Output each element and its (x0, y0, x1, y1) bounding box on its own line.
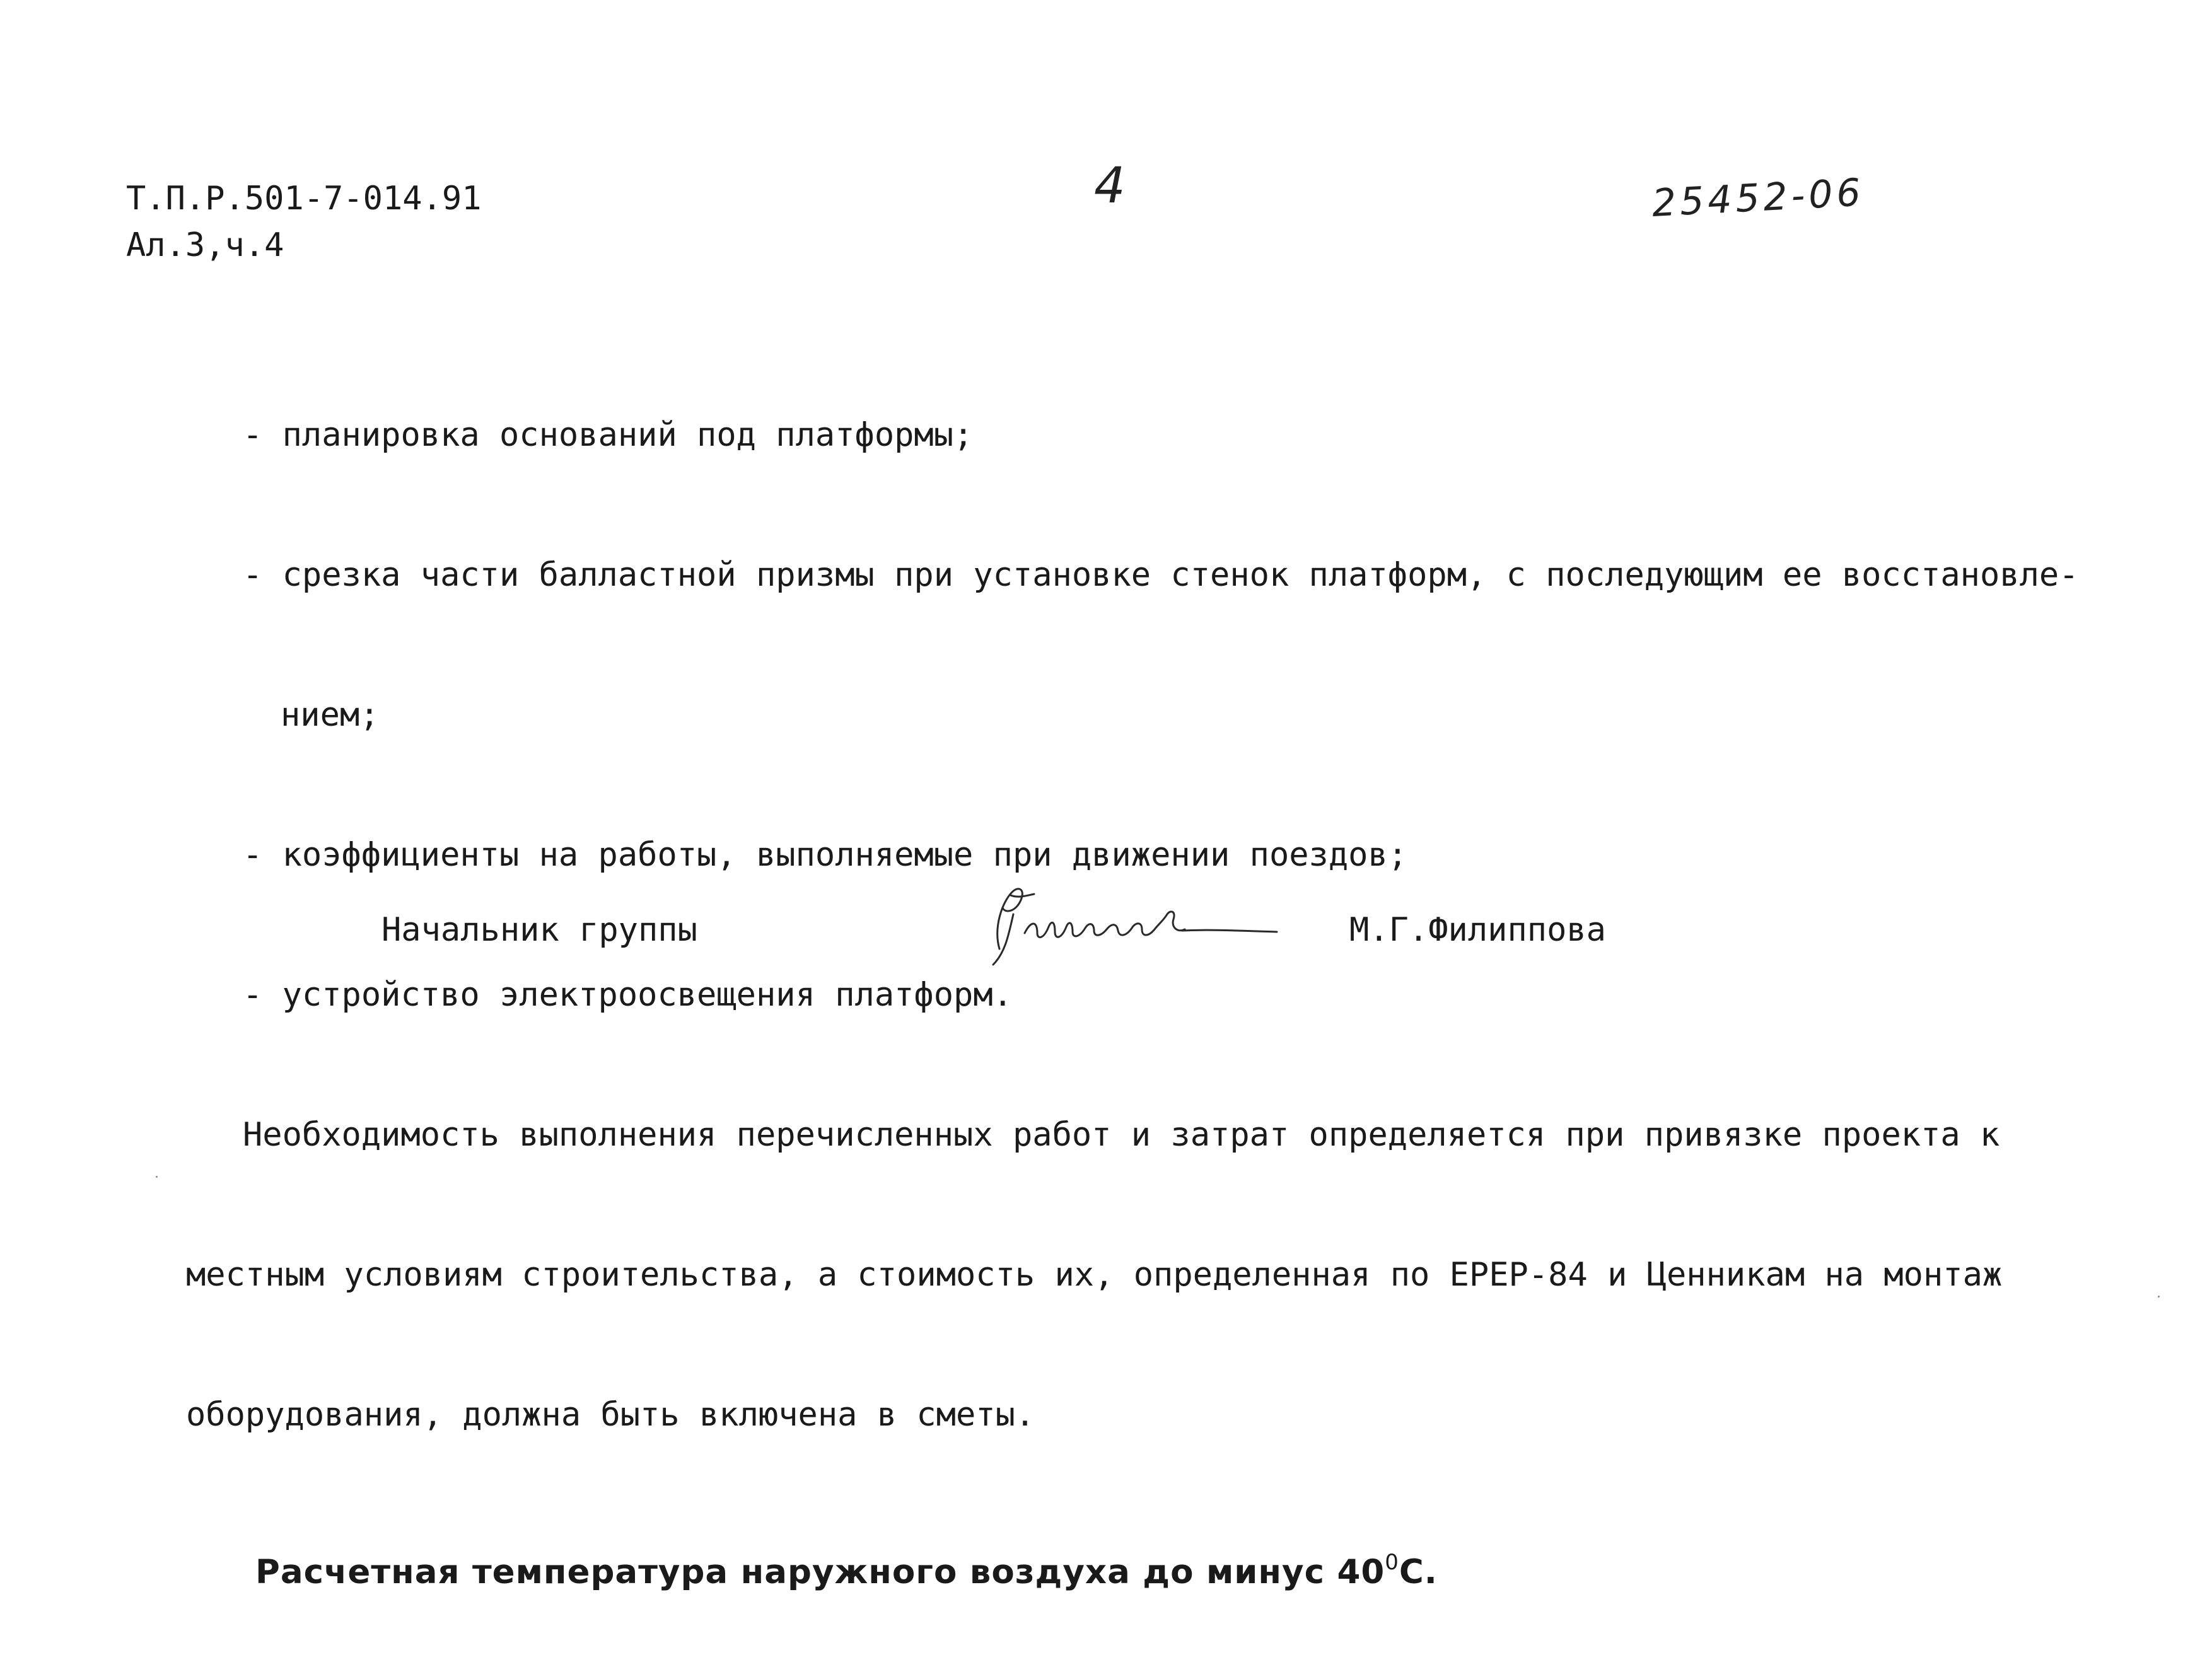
paragraph-line: Необходимость выполнения перечисленных работ и затрат определяется при привязке проекта к (243, 1116, 2000, 1154)
signatory-name: М.Г.Филиппова (1349, 911, 1606, 949)
list-item: - устройство электроосвещения платформ. (243, 976, 1013, 1014)
body-text (186, 318, 2090, 1679)
archive-number: 25452-06 (1651, 170, 1866, 226)
paragraph-line: оборудования, должна быть включена в сметы. (186, 1396, 1035, 1434)
list-item: - срезка части балластной призмы при установке стенок платформ, с последующим ее восстановле- (243, 556, 2079, 594)
temperature-unit: С. (1399, 1553, 1438, 1591)
list-item: - коэффициенты на работы, выполняемые при движении поездов; (243, 836, 1408, 874)
temperature-statement (186, 1539, 2090, 1591)
temperature-text: Расчетная температура наружного воздуха до минус 40 (255, 1553, 1385, 1591)
paragraph-line: местным условиям строительства, а стоимость их, определенная по ЕРЕР-84 и Ценникам на монтаж (186, 1256, 2003, 1294)
list-item-continuation: нием; (281, 696, 380, 734)
list-item: - планировка оснований под платформы; (243, 416, 974, 454)
handwritten-signature (974, 876, 1302, 971)
scan-speck (156, 1176, 158, 1178)
document-code: Т.П.Р.501-7-014.91 (126, 180, 482, 218)
page-number: 4 (1094, 158, 1126, 214)
degree-mark: 0 (1385, 1550, 1399, 1575)
signatory-role: Начальник группы (381, 911, 697, 949)
album-reference: Ал.3,ч.4 (126, 226, 284, 264)
scan-speck (2158, 1296, 2160, 1298)
